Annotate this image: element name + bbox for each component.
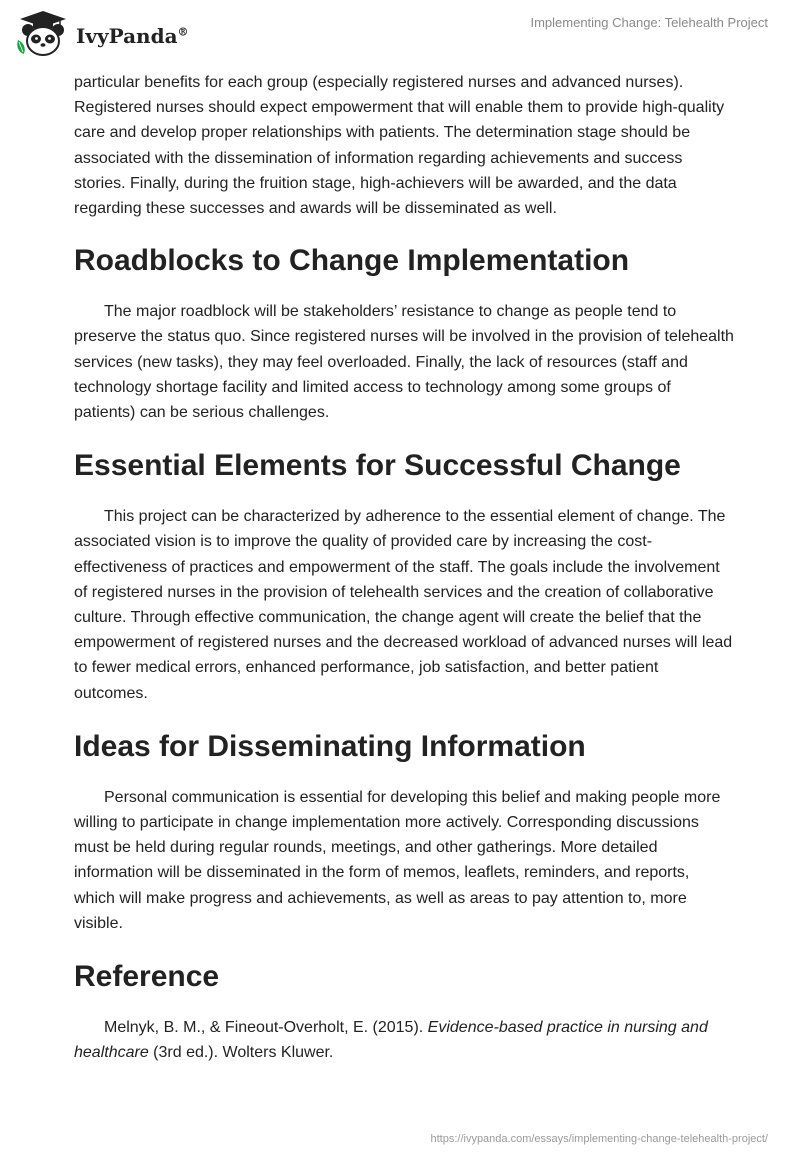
section-heading-disseminating: Ideas for Disseminating Information [74,729,586,763]
panda-logo-icon [14,10,72,58]
reference-publisher: (3rd ed.). Wolters Kluwer. [148,1044,334,1062]
reference-heading: Reference [74,960,220,994]
section-paragraph-roadblocks: The major roadblock will be stakeholders’ resistance to change as people tend to preserve the status quo. Since registered nurses will be involved in the provision of telehealth services (new tasks), they may feel overloaded. Finally, the lack of resources (staff and technology shortage facility and limited access to technology among some groups of patients) can be serious challenges. [74,303,734,422]
reference-entry [74,1015,734,1065]
section-heading-essential-elements: Essential Elements for Successful Change [74,449,681,483]
intro-paragraph: particular benefits for each group (especially registered nurses and advanced nurses). Registered nurses should expect empowerment that will enable them to provide high-quality care and develop proper relationships with patients. The determination stage should be associated with the dissemination of information regarding achievements and success stories. Finally, during the fruition stage, high-achievers will be awarded, and the data regarding these successes and awards will be disseminated as well. [74,74,725,218]
brand-name [76,24,189,48]
essay-content [74,70,734,1065]
document-title: Implementing Change: Telehealth Project [530,15,768,30]
section-heading-roadblocks: Roadblocks to Change Implementation [74,244,630,278]
section-paragraph-disseminating: Personal communication is essential for developing this belief and making people more willing to participate in change implementation more actively. Corresponding discussions must be held during regular rounds, meetings, and other gatherings. More detailed information will be disseminated in the form of memos, leaflets, reminders, and reports, which will make progress and achievements, as well as areas to pay attention to, more visible. [74,788,721,932]
reference-authors: Melnyk, B. M., & Fineout-Overholt, E. (2015). [104,1019,428,1037]
brand-text: IvyPanda [76,24,178,48]
footer-url-link[interactable]: https://ivypanda.com/essays/implementing-change-telehealth-project/ [430,1133,768,1145]
registered-mark: ® [177,25,189,39]
ivypanda-logo[interactable] [14,10,189,58]
section-paragraph-essential-elements: This project can be characterized by adherence to the essential element of change. The associated vision is to improve the quality of provided care by increasing the cost-effectiveness of practices and empowerment of the staff. The goals include the involvement of registered nurses in the provision of telehealth services and the creation of collaborative culture. Through effective communication, the change agent will create the belief that the empowerment of registered nurses and the decreased workload of advanced nurses will lead to fewer medical errors, enhanced performance, job satisfaction, and better patient outcomes. [74,508,733,702]
page-header [0,0,800,72]
reference-book-title: Evidence-based practice in nursing and healthcare [74,1019,708,1062]
